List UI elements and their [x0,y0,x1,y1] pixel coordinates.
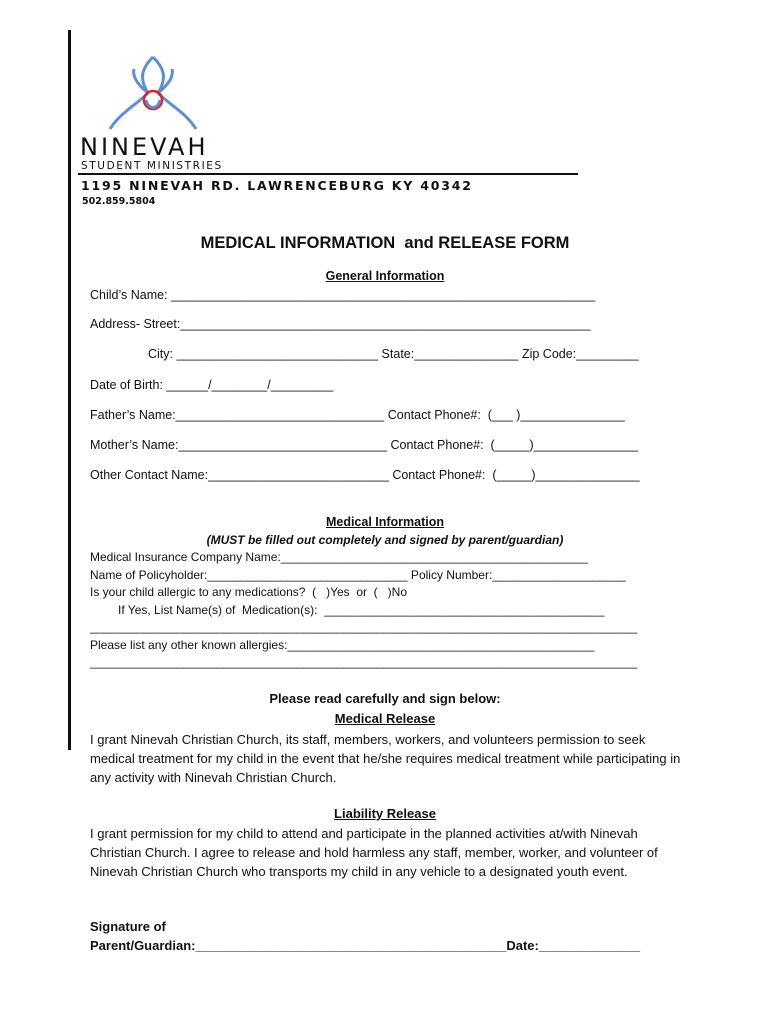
signature-label: Signature of [90,919,166,934]
father-name-field[interactable]: Father’s Name:______________________________ Contact Phone#: (___ )_______________ [90,408,625,422]
allergic-question[interactable]: Is your child allergic to any medications? ( )Yes or ( )No [90,585,408,599]
other-allergies-field[interactable]: Please list any other known allergies:______________________________________________ [90,638,595,652]
medical-note: (MUST be filled out completely and signed by parent/guardian) [206,533,564,547]
header-divider [78,173,578,175]
liability-release-heading: Liability Release [334,806,436,821]
left-border-rule [68,30,71,750]
medical-release-heading: Medical Release [334,711,436,726]
other-contact-field[interactable]: Other Contact Name:__________________________ Contact Phone#: (_____)_______________ [90,468,640,482]
ninevah-logo-icon [108,55,198,135]
date-of-birth-field[interactable]: Date of Birth: ______/________/_________ [90,378,334,392]
signature-date-field[interactable]: Parent/Guardian:___________________________________________Date:______________ [90,938,641,953]
mother-name-field[interactable]: Mother’s Name:______________________________ Contact Phone#: (_____)_______________ [90,438,638,452]
insurance-company-field[interactable]: Medical Insurance Company Name:______________________________________________ [90,550,588,564]
org-phone: 502.859.5804 [82,196,156,207]
liability-release-text: I grant permission for my child to attend and participate in the planned activities at/with Ninevah Christian Church. I agree to release and hold harmless any staff, member, worker, and volunteer of Ninevah Christian Church who transports my child in any vehicle to a designated youth event. [90,826,658,879]
street-field[interactable]: Address- Street:___________________________________________________________ [90,317,591,331]
form-title: MEDICAL INFORMATION and RELEASE FORM [200,234,570,252]
org-tagline: STUDENT MINISTRIES [81,160,223,172]
medications-extra-line[interactable]: __________________________________________________________________________________ [90,620,638,634]
allergies-extra-line[interactable]: __________________________________________________________________________________ [90,655,638,669]
city-state-zip-field[interactable]: City: _____________________________ State:_______________ Zip Code:_________ [148,347,639,361]
medical-information-heading: Medical Information [325,515,445,529]
general-information-heading: General Information [325,269,445,283]
childs-name-field[interactable]: Child’s Name: _____________________________________________________________ [90,288,596,302]
medications-list-field[interactable]: If Yes, List Name(s) of Medication(s): __________________________________________ [118,603,605,617]
sign-instruction: Please read carefully and sign below: [269,691,501,706]
org-address: 1195 NINEVAH RD. LAWRENCEBURG KY 40342 [81,178,473,193]
medical-release-text: I grant Ninevah Christian Church, its staff, members, workers, and volunteers permission to seek medical treatment for my child in the event that he/she requires medical treatment while participating in any activity with Ninevah Christian Church. [90,732,681,785]
policyholder-field[interactable]: Name of Policyholder:______________________________ Policy Number:____________________ [90,568,626,582]
org-name: NINEVAH [80,133,209,161]
